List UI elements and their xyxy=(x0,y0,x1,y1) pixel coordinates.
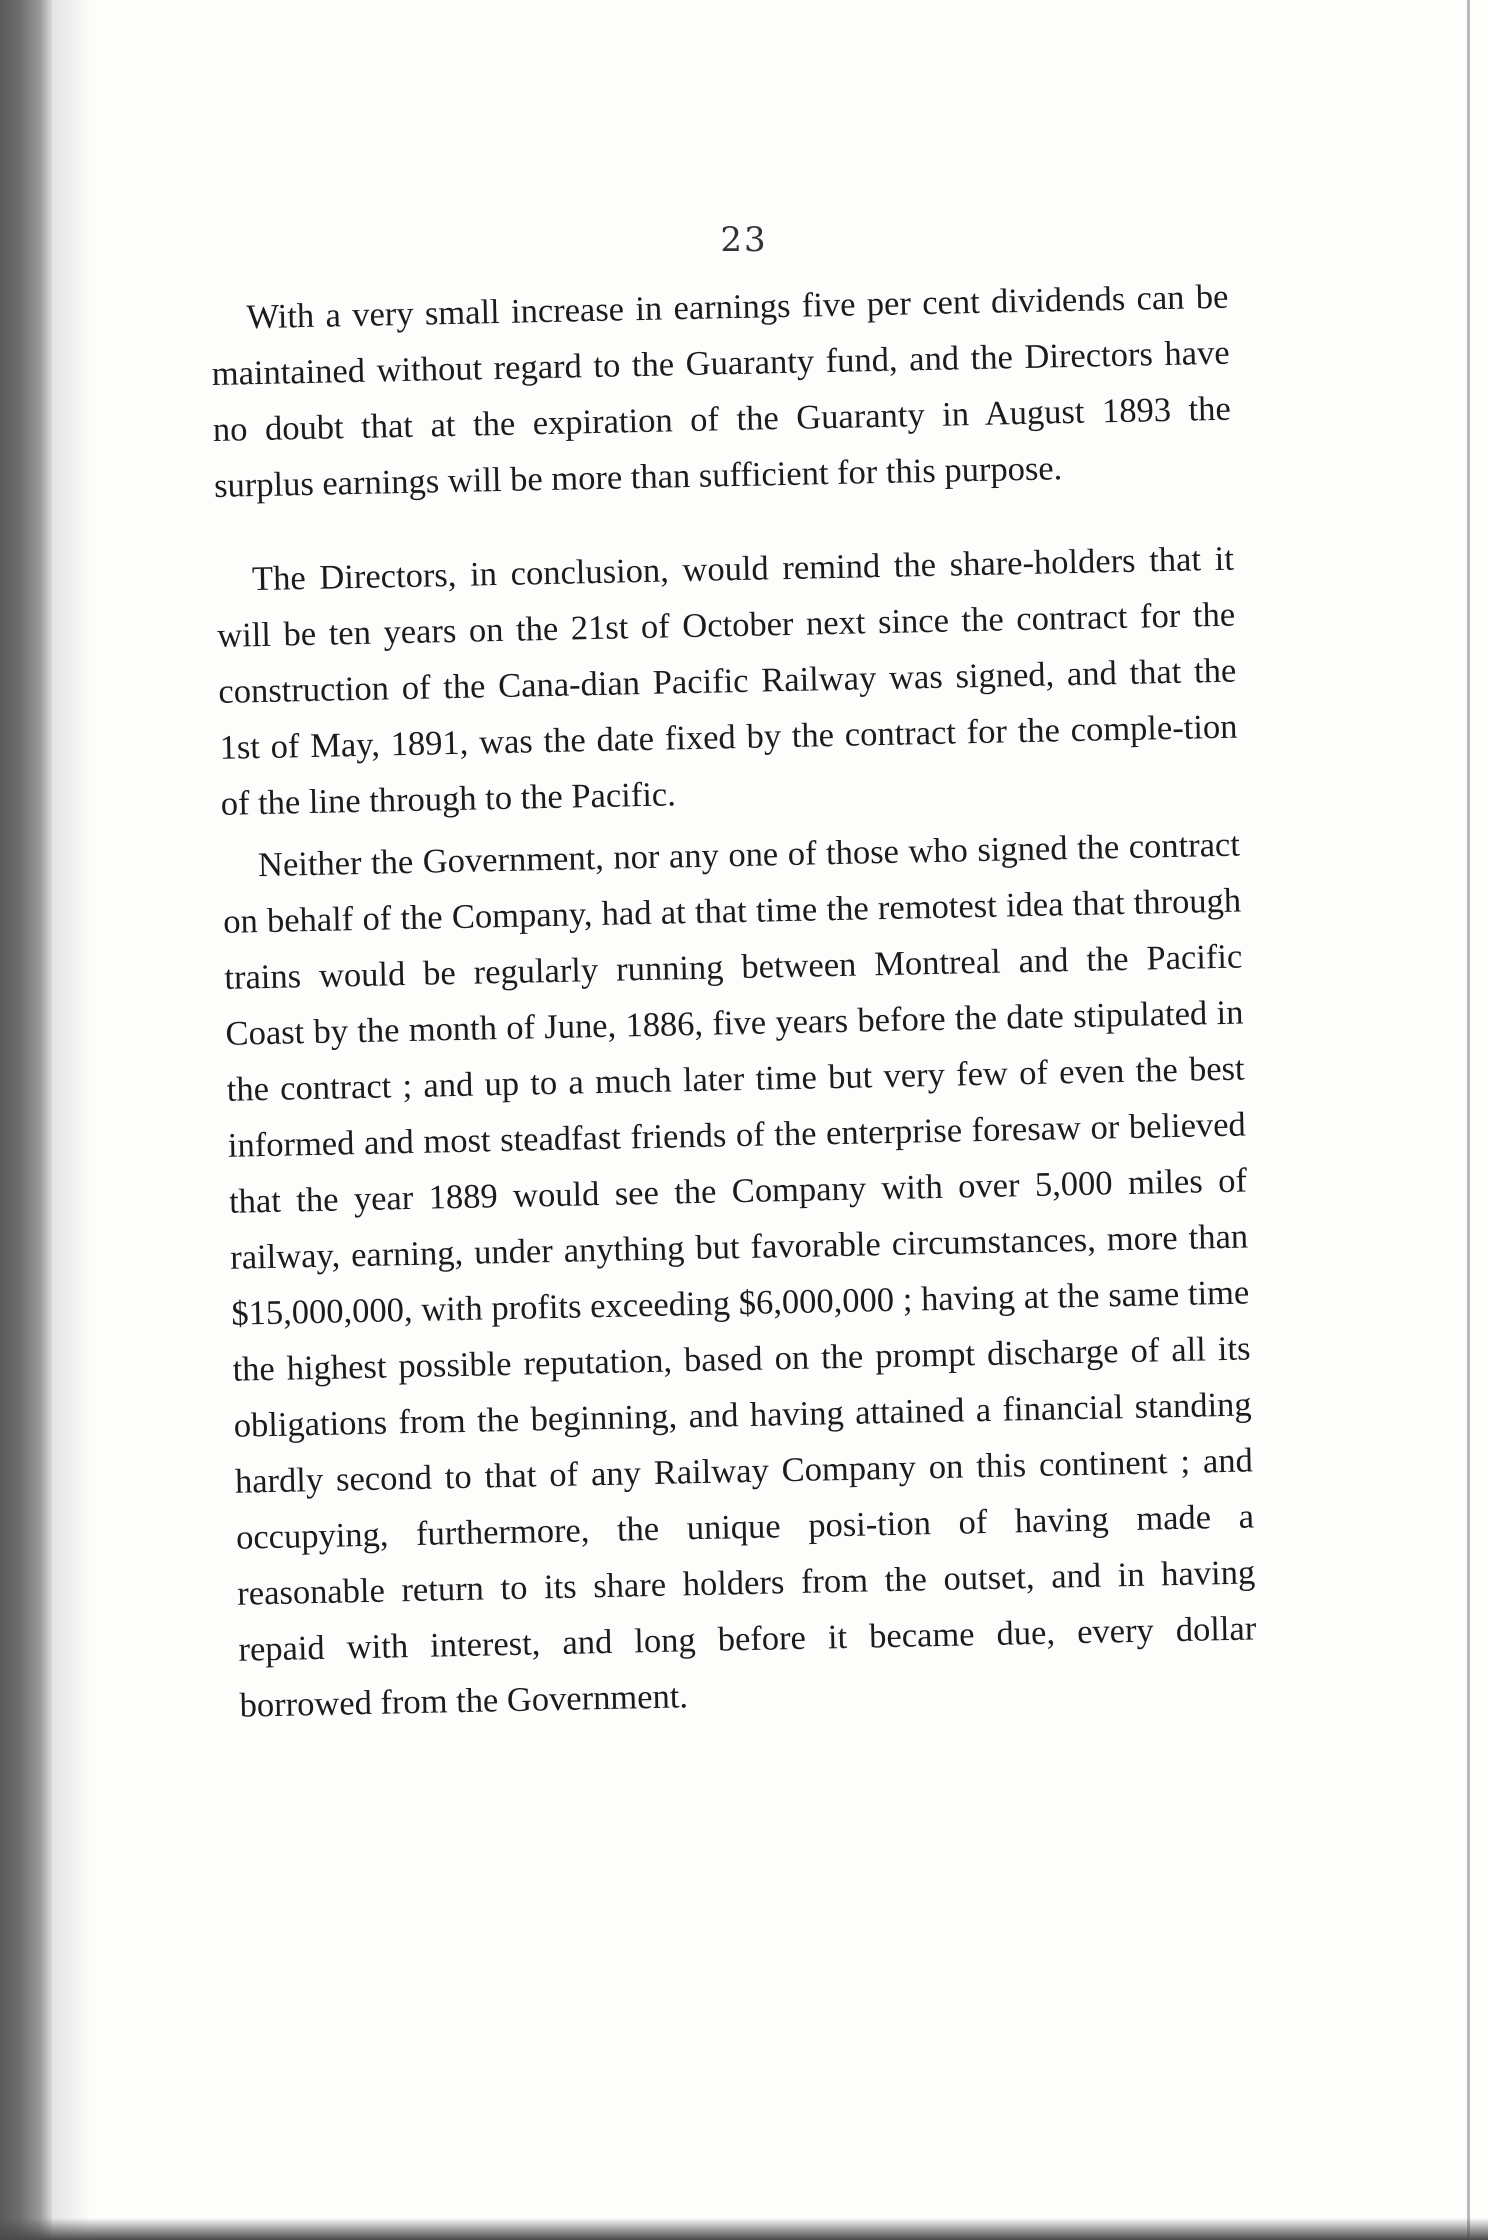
paragraph-conclusion: The Directors, in conclusion, would remind the share-holders that it will be ten years on the 21st of October next since the contract for the construction of the Cana-dian Pacific Railway was signed, and that the 1st of May, 1891, was the date fixed by the contract for the comple-tion of the line through to the Pacific. xyxy=(216,539,1238,823)
paragraph-dividends: With a very small increase in earnings five per cent dividends can be maintained without regard to the Guaranty fund, and the Directors have no doubt that at the expiration of the Guaranty in August 1893 the surplus earnings will be more than sufficient for this purpose. xyxy=(211,277,1232,505)
page-right-edge xyxy=(1467,0,1470,2240)
binding-shadow xyxy=(52,0,92,2240)
book-binding-edge xyxy=(0,0,52,2240)
paragraph-government: Neither the Government, nor any one of those who signed the contract on behalf of the Company, had at that time the remotest idea that through trains would be regularly running between Montreal and the Pacific Coast by the month of June, 1886, five years before the date stipulated in the contract ; and up to a much later time but very few of even the best informed and most steadfast friends of the enterprise foresaw or believed that the year 1889 would see the Company with over 5,000 miles of railway, earning, under anything but favorable circumstances, more than $15,000,000, with profits exceeding $6,000,000 ; having at the same time the highest possible reputation, based on the prompt discharge of all its obligations from the beginning, and having attained a financial standing hardly second to that of any Railway Company on this continent ; and occupying, furthermore, the unique posi-tion of having made a reasonable return to its share holders from the outset, and in having repaid with interest, and long before it became due, every dollar borrowed from the Government. xyxy=(222,825,1257,1725)
body-text xyxy=(210,269,1258,1734)
page-number: 23 xyxy=(720,220,768,260)
scan-bottom-edge xyxy=(0,2218,1488,2240)
